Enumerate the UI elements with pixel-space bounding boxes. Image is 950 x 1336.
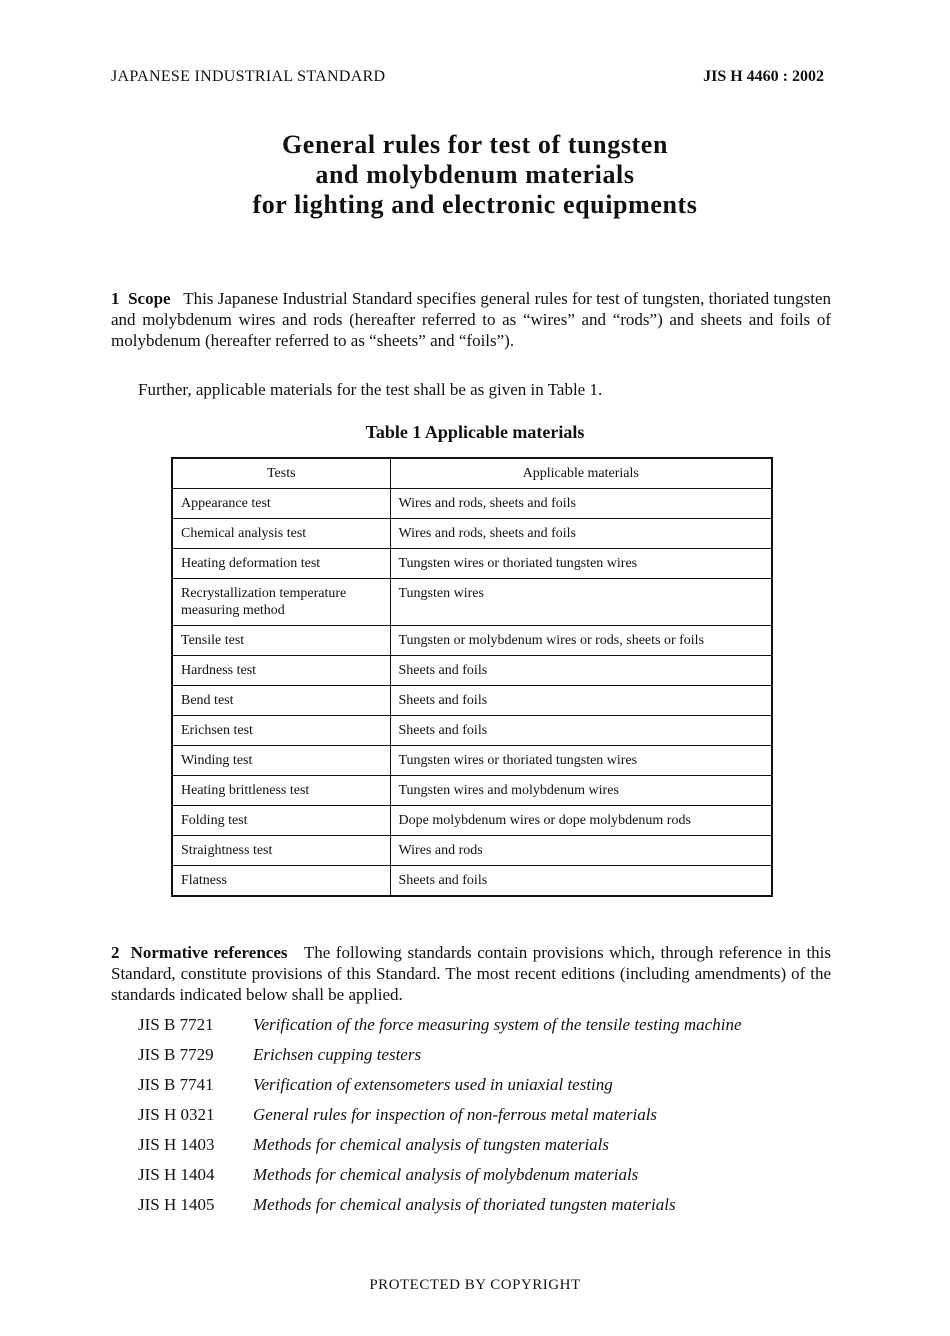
scope-paragraph-2: Further, applicable materials for the test shall be as given in Table 1. <box>138 380 603 399</box>
test-name-cell: Heating deformation test <box>172 549 390 579</box>
material-cell: Tungsten wires <box>390 579 772 626</box>
material-cell: Tungsten wires or thoriated tungsten wires <box>390 549 772 579</box>
section-text: This Japanese Industrial Standard specifies general rules for test of tungsten, thoriated tungsten and molybdenum wires and rods (hereafter referred to as “wires” and “rods”) and sheets and foils of molybdenum (hereafter referred to as “sheets” and “foils”). <box>111 289 831 350</box>
reference-code: JIS H 1403 <box>138 1135 215 1154</box>
section-title: Normative references <box>130 943 288 962</box>
table-row <box>172 776 772 806</box>
table-row <box>172 579 772 626</box>
reference-item <box>138 1194 833 1215</box>
title-line: for lighting and electronic equipments <box>252 190 698 219</box>
table-caption: Table 1 Applicable materials <box>365 422 585 442</box>
test-name-cell: Appearance test <box>172 489 390 519</box>
reference-item <box>138 1104 833 1125</box>
test-name-cell: Recrystallization temperature measuring method <box>172 579 390 626</box>
reference-item <box>138 1134 833 1155</box>
reference-title: Erichsen cupping testers <box>253 1045 422 1064</box>
test-name-cell: Erichsen test <box>172 716 390 746</box>
header-standard-number: JIS H 4460 : 2002 <box>703 68 824 85</box>
table-row <box>172 489 772 519</box>
table-row <box>172 656 772 686</box>
reference-code: JIS H 1404 <box>138 1165 215 1184</box>
section-text: The following standards contain provisions which, through reference in this Standard, constitute provisions of this Standard. The most recent editions (including amendments) of the standards indicated below shall be applied. <box>111 943 832 1004</box>
copyright-footer: PROTECTED BY COPYRIGHT <box>369 1277 581 1293</box>
test-name-cell: Heating brittleness test <box>172 776 390 806</box>
table-row <box>172 626 772 656</box>
test-name-cell: Straightness test <box>172 836 390 866</box>
header-standard-name: JAPANESE INDUSTRIAL STANDARD <box>111 68 386 85</box>
material-cell: Dope molybdenum wires or dope molybdenum rods <box>390 806 772 836</box>
reference-code: JIS H 1405 <box>138 1195 215 1214</box>
table-row <box>172 806 772 836</box>
reference-code: JIS H 0321 <box>138 1105 215 1124</box>
section-number: 1 <box>111 289 120 308</box>
test-name-cell: Winding test <box>172 746 390 776</box>
material-cell: Sheets and foils <box>390 656 772 686</box>
material-cell: Tungsten wires or thoriated tungsten wires <box>390 746 772 776</box>
section-scope <box>111 288 831 351</box>
reference-code: JIS B 7729 <box>138 1045 214 1064</box>
test-name-cell: Bend test <box>172 686 390 716</box>
table-row <box>172 716 772 746</box>
table-row <box>172 549 772 579</box>
table-row <box>172 836 772 866</box>
test-name-cell: Tensile test <box>172 626 390 656</box>
reference-code: JIS B 7721 <box>138 1015 214 1034</box>
section-normative-references <box>111 942 831 1005</box>
table-header-row <box>172 458 772 489</box>
test-name-cell: Hardness test <box>172 656 390 686</box>
title-line: and molybdenum materials <box>315 160 635 189</box>
document-title <box>0 130 950 220</box>
material-cell: Sheets and foils <box>390 866 772 897</box>
table-row <box>172 866 772 897</box>
reference-title: Methods for chemical analysis of tungsten materials <box>253 1135 610 1154</box>
reference-item <box>138 1014 833 1035</box>
table-row <box>172 519 772 549</box>
test-name-cell: Folding test <box>172 806 390 836</box>
column-header-tests: Tests <box>172 458 390 489</box>
reference-item <box>138 1074 833 1095</box>
column-header-materials: Applicable materials <box>390 458 772 489</box>
material-cell: Wires and rods <box>390 836 772 866</box>
material-cell: Sheets and foils <box>390 716 772 746</box>
reference-list <box>138 1014 833 1224</box>
reference-title: Methods for chemical analysis of thoriated tungsten materials <box>253 1195 676 1214</box>
material-cell: Wires and rods, sheets and foils <box>390 489 772 519</box>
section-number: 2 <box>111 943 120 962</box>
material-cell: Sheets and foils <box>390 686 772 716</box>
table-row <box>172 746 772 776</box>
material-cell: Wires and rods, sheets and foils <box>390 519 772 549</box>
test-name-cell: Chemical analysis test <box>172 519 390 549</box>
reference-title: Methods for chemical analysis of molybdenum materials <box>253 1165 639 1184</box>
title-line: General rules for test of tungsten <box>281 130 669 159</box>
reference-title: Verification of extensometers used in uniaxial testing <box>253 1075 613 1094</box>
section-title: Scope <box>128 289 171 308</box>
reference-item <box>138 1044 833 1065</box>
reference-item <box>138 1164 833 1185</box>
reference-title: General rules for inspection of non-ferrous metal materials <box>253 1105 658 1124</box>
applicable-materials-table <box>171 457 773 897</box>
reference-title: Verification of the force measuring system of the tensile testing machine <box>253 1015 742 1034</box>
material-cell: Tungsten or molybdenum wires or rods, sheets or foils <box>390 626 772 656</box>
reference-code: JIS B 7741 <box>138 1075 214 1094</box>
material-cell: Tungsten wires and molybdenum wires <box>390 776 772 806</box>
test-name-cell: Flatness <box>172 866 390 897</box>
table-row <box>172 686 772 716</box>
